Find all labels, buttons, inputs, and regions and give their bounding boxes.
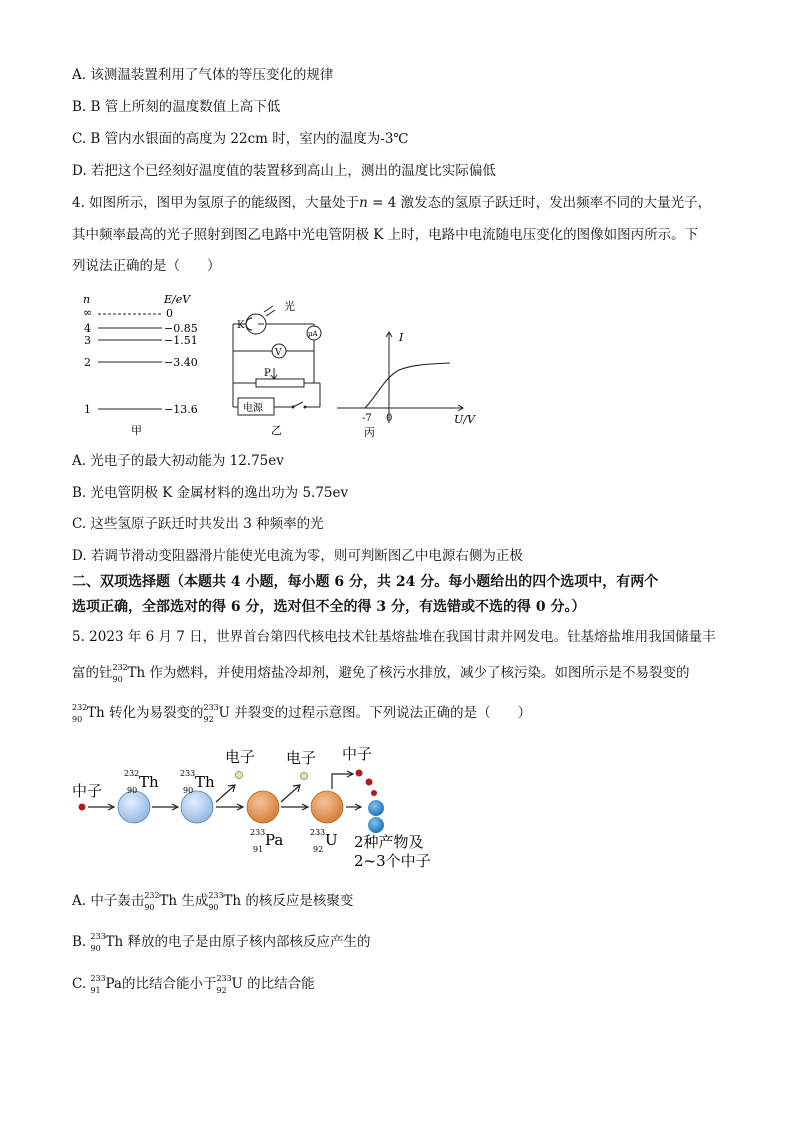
level-n-4: 4 bbox=[84, 322, 91, 335]
level-e-2: −3.40 bbox=[164, 356, 198, 369]
switch bbox=[293, 402, 303, 407]
electron-dot-1 bbox=[236, 772, 243, 779]
fission-neutron bbox=[371, 790, 377, 796]
svg-text:92: 92 bbox=[313, 845, 324, 854]
voltage-axis-label: U/V bbox=[454, 413, 475, 426]
level-n-1: 1 bbox=[84, 403, 91, 416]
u233-symbol: U bbox=[325, 831, 338, 849]
electron-label-1: 电子 bbox=[225, 748, 256, 766]
section2-heading-line1: 二、双项选择题（本题共 4 小题，每小题 6 分，共 24 分。每小题给出的四个选项中，有两个 bbox=[72, 574, 659, 590]
photoelectric-circuit bbox=[228, 294, 328, 437]
products-label-1: 2种产物及 bbox=[354, 833, 424, 851]
neutron-dot bbox=[79, 804, 86, 811]
th233-symbol: Th bbox=[195, 773, 215, 791]
th232-symbol: Th bbox=[139, 773, 159, 791]
q4-stem-line2: 其中频率最高的光子照射到图乙电路中光电管阴极 K 上时，电路中电流随电压变化的图像如图丙所示。下 bbox=[72, 227, 699, 243]
u233-nucleus bbox=[311, 791, 343, 823]
q5-stem-line1: 5. 2023 年 6 月 7 日，世界首台第四代核电技术钍基熔盐堆在我国甘肃并网发电。钍基熔盐堆用我国储量丰 bbox=[72, 629, 716, 645]
q5-stem-line2: 富的钍 232 90 Th 作为燃料，并使用熔盐冷却剂，避免了核污水排放，减少了核污染。如图所示是不易裂变的 bbox=[72, 662, 690, 684]
q5-option-b: B. 233 90 Th 释放的电子是由原子核内部核反应产生的 bbox=[72, 931, 371, 953]
fig-yi-caption: 乙 bbox=[271, 424, 282, 437]
q4-stem-line1: 4. 如图所示，图甲为氢原子的能级图，大量处于n = 4 激发态的氢原子跃迁时，发出频率不同的大量光子， bbox=[72, 195, 712, 211]
fission-product bbox=[368, 817, 384, 833]
svg-text:91: 91 bbox=[253, 845, 264, 854]
th232-nucleus bbox=[118, 791, 150, 823]
level-e-1: −13.6 bbox=[164, 403, 198, 416]
q4-option-c: C. 这些氢原子跃迁时共发出 3 种频率的光 bbox=[72, 516, 324, 532]
pa233-symbol: Pa bbox=[265, 831, 284, 849]
level-e-4: −0.85 bbox=[164, 322, 198, 335]
svg-text:90: 90 bbox=[127, 786, 138, 795]
svg-text:90: 90 bbox=[183, 786, 194, 795]
svg-text:232: 232 bbox=[124, 769, 140, 778]
section2-heading-line2: 选项正确，全部选对的得 6 分，选对但不全的得 3 分，有选错或不选的得 0 分。） bbox=[72, 599, 586, 615]
svg-text:233: 233 bbox=[310, 828, 326, 837]
current-axis-label: I bbox=[399, 331, 404, 344]
q3-option-d: D. 若把这个已经刻好温度值的装置移到高山上，测出的温度比实际偏低 bbox=[72, 163, 496, 179]
energy-level-diagram bbox=[78, 292, 208, 437]
q4-stem-line3: 列说法正确的是（ ） bbox=[72, 258, 221, 274]
fig-bing-caption: 丙 bbox=[364, 426, 375, 438]
q4-option-a: A. 光电子的最大初动能为 12.75ev bbox=[72, 453, 284, 469]
q4-option-b: B. 光电管阴极 K 金属材料的逸出功为 5.75ev bbox=[72, 485, 349, 501]
pa233-nucleus bbox=[247, 791, 279, 823]
neutron-label: 中子 bbox=[72, 782, 103, 800]
e-axis-label: E/eV bbox=[164, 293, 191, 306]
voltmeter-label: V bbox=[275, 348, 282, 358]
cathode-k-label: K bbox=[237, 320, 245, 331]
level-e-inf: 0 bbox=[166, 307, 173, 320]
q3-option-a: A. 该测温装置利用了气体的等压变化的规律 bbox=[72, 67, 334, 83]
tick-zero: 0 bbox=[386, 413, 393, 424]
q3-option-b: B. B 管上所刻的温度数值上高下低 bbox=[72, 99, 281, 115]
iv-curve bbox=[365, 363, 450, 408]
level-n-2: 2 bbox=[84, 356, 91, 369]
q5-stem-line3: 232 90 Th 转化为易裂变的 233 92 U 并裂变的过程示意图。下列说法正确的是（ ） bbox=[72, 702, 532, 724]
fig-jia-caption: 甲 bbox=[131, 424, 142, 437]
thorium-conversion-diagram bbox=[66, 738, 466, 873]
q3-option-c: C. B 管内水银面的高度为 22cm 时，室内的温度为-3℃ bbox=[72, 131, 409, 147]
light-label: 光 bbox=[284, 300, 295, 313]
n-axis-label: n bbox=[83, 293, 91, 306]
fission-product bbox=[368, 800, 384, 816]
level-n-inf: ∞ bbox=[83, 306, 93, 319]
neutron-dot-2 bbox=[356, 770, 363, 777]
nuclide-th232: 232 90 bbox=[72, 702, 88, 724]
slider-p-label: P bbox=[264, 368, 271, 379]
nuclide-th232: 232 90 bbox=[112, 662, 128, 684]
neutron-label-2: 中子 bbox=[342, 745, 373, 763]
q5-option-a: A. 中子轰击 232 90 Th 生成 233 90 Th 的核反应是核聚变 bbox=[72, 890, 354, 912]
electron-dot-2 bbox=[301, 773, 308, 780]
nuclide-u233: 233 92 bbox=[203, 702, 219, 724]
svg-text:233: 233 bbox=[250, 828, 266, 837]
rheostat bbox=[256, 379, 304, 387]
products-label-2: 2~3个中子 bbox=[354, 852, 431, 870]
level-e-3: −1.51 bbox=[164, 334, 198, 347]
power-source-label: 电源 bbox=[243, 403, 263, 414]
svg-text:233: 233 bbox=[180, 769, 196, 778]
q5-option-c: C. 233 91 Pa的比结合能小于 233 92 U 的比结合能 bbox=[72, 973, 315, 995]
microammeter-label: μA bbox=[308, 330, 318, 338]
th233-nucleus bbox=[181, 791, 213, 823]
q4-option-d: D. 若调节滑动变阻器滑片能使光电流为零，则可判断图乙中电源右侧为正极 bbox=[72, 548, 523, 564]
current-voltage-graph bbox=[332, 328, 482, 438]
level-n-3: 3 bbox=[84, 334, 91, 347]
electron-label-2: 电子 bbox=[286, 749, 317, 767]
fission-neutron bbox=[366, 779, 373, 786]
tick-neg7: -7 bbox=[362, 413, 372, 424]
